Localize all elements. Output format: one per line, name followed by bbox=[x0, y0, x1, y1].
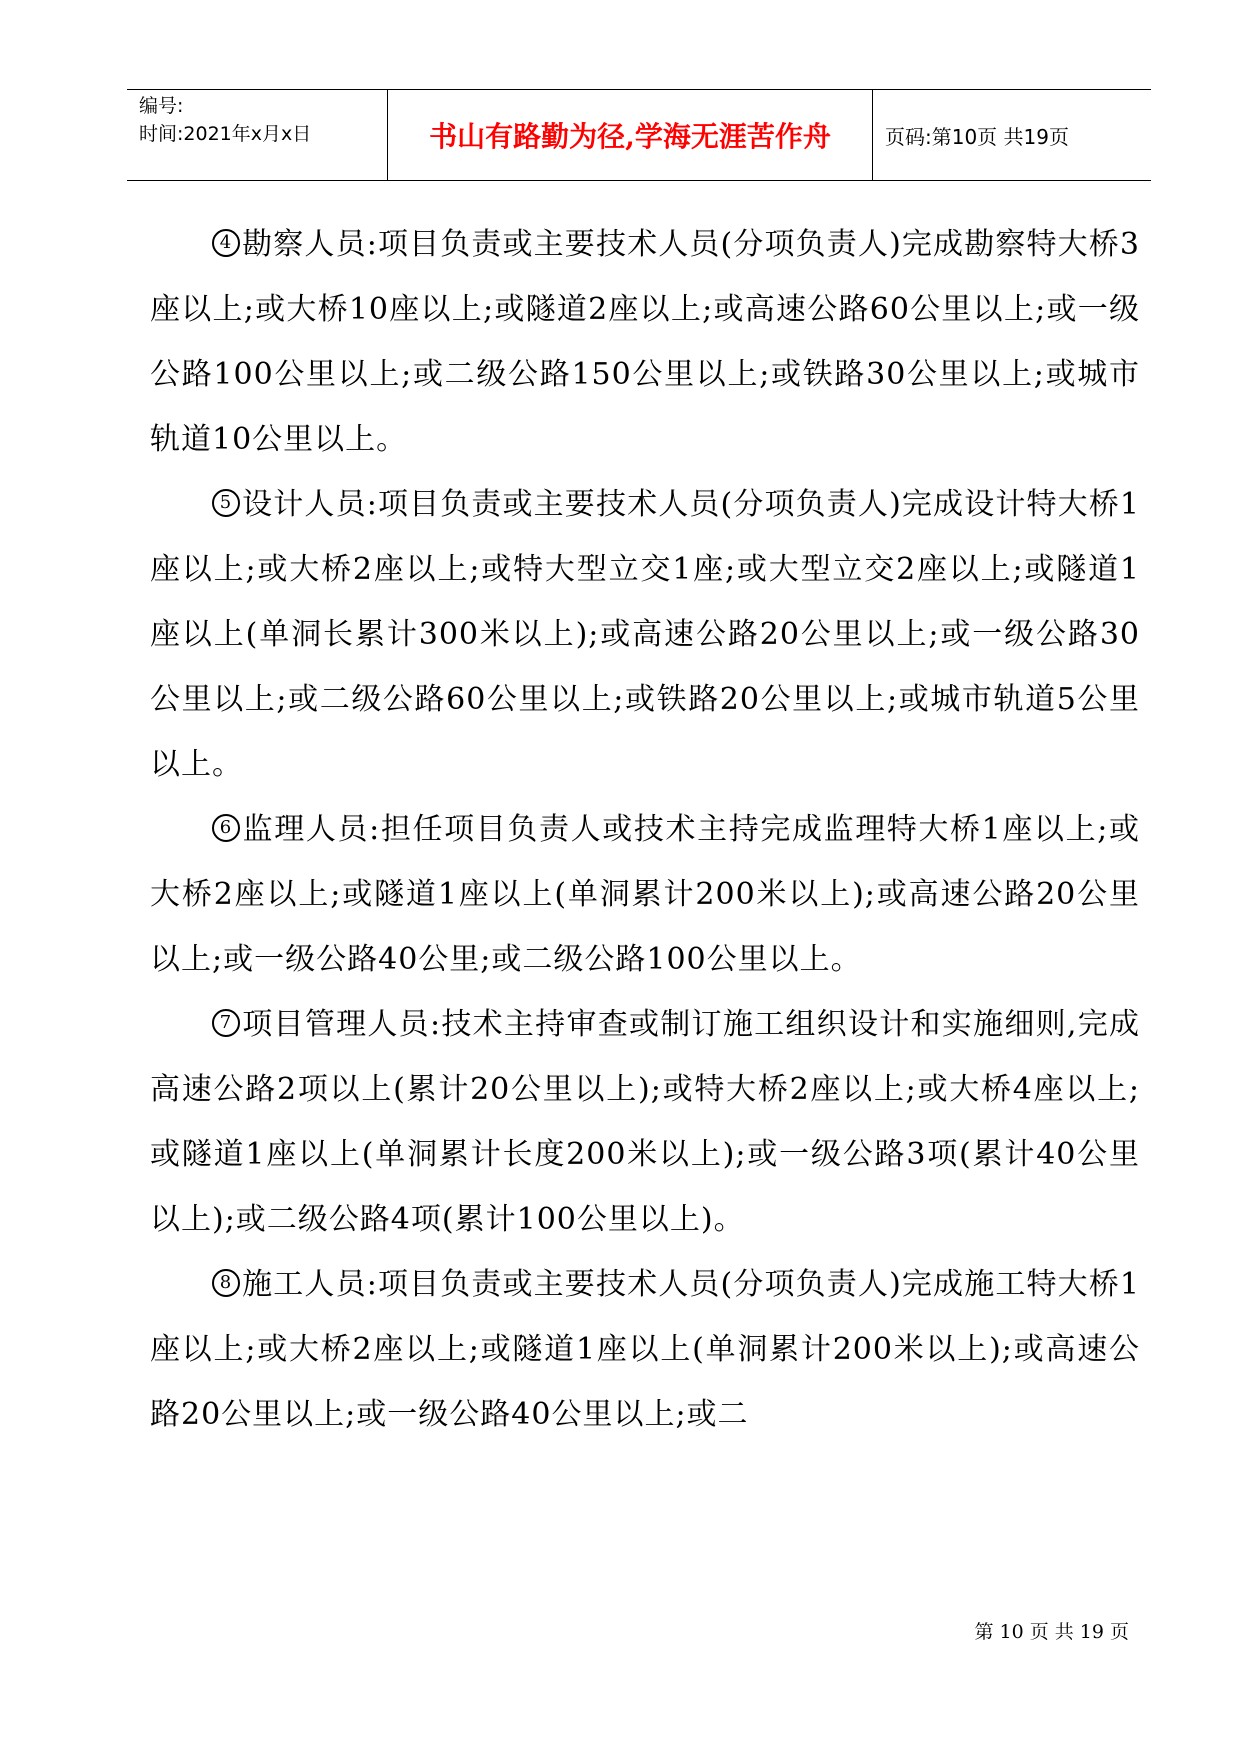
circled-number: 8 bbox=[212, 1269, 240, 1297]
paragraph bbox=[150, 992, 1140, 1252]
paragraph bbox=[150, 797, 1140, 992]
circled-number: 6 bbox=[212, 814, 240, 842]
circled-number: 5 bbox=[212, 489, 240, 517]
paragraph-text: 设计人员:项目负责或主要技术人员(分项负责人)完成设计特大桥1座以上;或大桥2座以上;或特大型立交1座;或大型立交2座以上;或隧道1座以上(单洞长累计300米以上);或高速公路20公里以上;或一级公路30公里以上;或二级公路60公里以上;或铁路20公里以上;或城市轨道5公里以上。 bbox=[150, 487, 1140, 782]
circled-number: 4 bbox=[212, 229, 240, 257]
paragraph bbox=[150, 1252, 1140, 1447]
header-motto-cell bbox=[388, 90, 873, 180]
paragraph-text: 项目管理人员:技术主持审查或制订施工组织设计和实施细则,完成高速公路2项以上(累计20公里以上);或特大桥2座以上;或大桥4座以上;或隧道1座以上(单洞累计长度200米以上);或一级公路3项(累计40公里以上);或二级公路4项(累计100公里以上)。 bbox=[150, 1007, 1140, 1237]
header-meta-cell bbox=[127, 90, 388, 180]
paragraph-text: 勘察人员:项目负责或主要技术人员(分项负责人)完成勘察特大桥3座以上;或大桥10座以上;或隧道2座以上;或高速公路60公里以上;或一级公路100公里以上;或二级公路150公里以上;或铁路30公里以上;或城市轨道10公里以上。 bbox=[150, 227, 1140, 457]
serial-number-label: 编号: bbox=[139, 95, 184, 117]
time-label: 时间:2021年x月x日 bbox=[139, 123, 312, 145]
circled-number: 7 bbox=[212, 1009, 240, 1037]
paragraph-text: 监理人员:担任项目负责人或技术主持完成监理特大桥1座以上;或大桥2座以上;或隧道1座以上(单洞累计200米以上);或高速公路20公里以上;或一级公路40公里;或二级公路100公里以上。 bbox=[150, 812, 1140, 977]
header-page-info: 页码:第10页 共19页 bbox=[885, 124, 1069, 149]
header-page-cell bbox=[873, 90, 1151, 180]
document-header bbox=[127, 89, 1151, 181]
paragraph-text: 施工人员:项目负责或主要技术人员(分项负责人)完成施工特大桥1座以上;或大桥2座以上;或隧道1座以上(单洞累计200米以上);或高速公路20公里以上;或一级公路40公里以上;或二 bbox=[150, 1267, 1140, 1432]
motto-text: 书山有路勤为径,学海无涯苦作舟 bbox=[429, 120, 831, 153]
document-body bbox=[150, 212, 1140, 1447]
page-footer: 第 10 页 共 19 页 bbox=[974, 1621, 1129, 1643]
paragraph bbox=[150, 472, 1140, 797]
paragraph bbox=[150, 212, 1140, 472]
